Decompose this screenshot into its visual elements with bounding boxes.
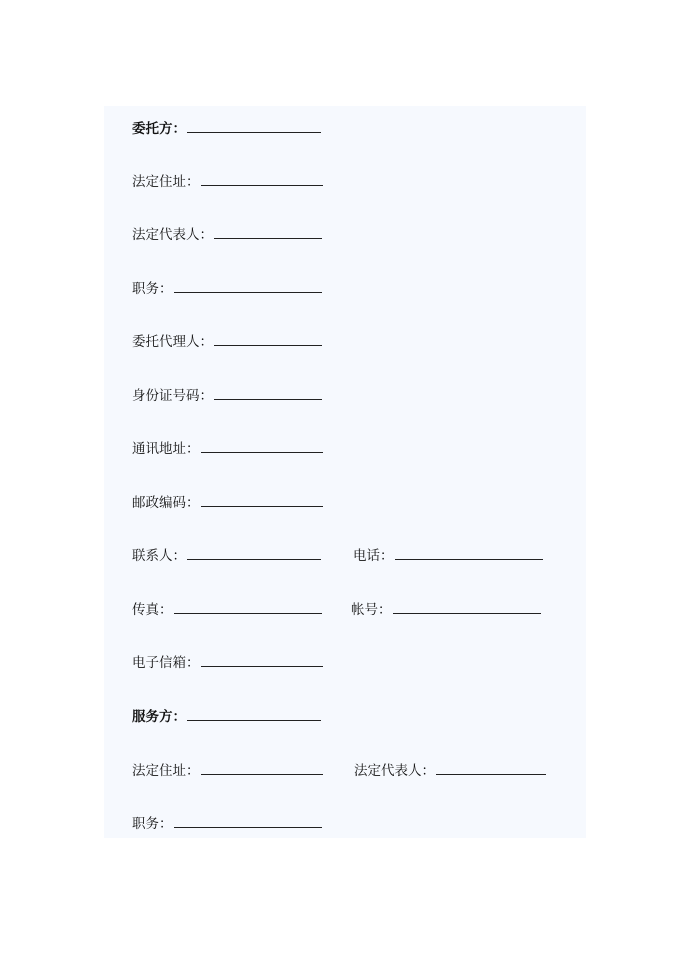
label-client-position: 职务： bbox=[132, 281, 173, 297]
blank-client-postal[interactable] bbox=[201, 492, 323, 507]
field-client-account bbox=[351, 599, 541, 619]
label-client-postal: 邮政编码： bbox=[132, 495, 200, 511]
field-client-fax bbox=[132, 599, 322, 619]
blank-client-id[interactable] bbox=[214, 385, 322, 400]
field-client-address bbox=[132, 171, 323, 191]
blank-provider-position[interactable] bbox=[174, 813, 322, 828]
field-client-email bbox=[132, 652, 323, 672]
label-client-party: 委托方： bbox=[132, 121, 186, 137]
blank-client-contact[interactable] bbox=[187, 545, 321, 560]
blank-provider-representative[interactable] bbox=[436, 760, 546, 775]
label-client-contact: 联系人： bbox=[132, 548, 186, 564]
field-client-mailing bbox=[132, 438, 323, 458]
label-client-address: 法定住址： bbox=[132, 174, 200, 190]
blank-client-representative[interactable] bbox=[214, 224, 322, 239]
field-client-phone bbox=[353, 545, 543, 565]
blank-client-phone[interactable] bbox=[395, 545, 543, 560]
field-client-contact bbox=[132, 545, 321, 565]
label-client-id: 身份证号码： bbox=[132, 388, 213, 404]
blank-client-mailing[interactable] bbox=[201, 438, 323, 453]
label-client-mailing: 通讯地址： bbox=[132, 441, 200, 457]
blank-provider-party[interactable] bbox=[187, 706, 321, 721]
label-provider-representative: 法定代表人： bbox=[354, 763, 435, 779]
field-provider-party bbox=[132, 706, 321, 726]
field-client-party bbox=[132, 118, 321, 138]
label-client-phone: 电话： bbox=[353, 548, 394, 564]
form-row-client-contact bbox=[132, 545, 572, 565]
label-provider-position: 职务： bbox=[132, 816, 173, 832]
field-client-position bbox=[132, 278, 322, 298]
blank-client-account[interactable] bbox=[393, 599, 541, 614]
document-page bbox=[104, 106, 586, 838]
form-row-client-fax bbox=[132, 599, 572, 619]
blank-client-email[interactable] bbox=[201, 652, 323, 667]
field-provider-address bbox=[132, 760, 323, 780]
form-row-provider-address bbox=[132, 760, 572, 780]
field-client-representative bbox=[132, 224, 322, 244]
blank-client-position[interactable] bbox=[174, 278, 322, 293]
field-client-agent bbox=[132, 331, 322, 351]
blank-client-agent[interactable] bbox=[214, 331, 322, 346]
label-client-agent: 委托代理人： bbox=[132, 334, 213, 350]
blank-client-address[interactable] bbox=[201, 171, 323, 186]
field-provider-representative bbox=[354, 760, 546, 780]
field-client-id bbox=[132, 385, 322, 405]
field-client-postal bbox=[132, 492, 323, 512]
label-client-representative: 法定代表人： bbox=[132, 227, 213, 243]
label-client-account: 帐号： bbox=[351, 602, 392, 618]
label-client-fax: 传真： bbox=[132, 602, 173, 618]
label-provider-address: 法定住址： bbox=[132, 763, 200, 779]
blank-provider-address[interactable] bbox=[201, 760, 323, 775]
blank-client-fax[interactable] bbox=[174, 599, 322, 614]
field-provider-position bbox=[132, 813, 322, 833]
label-provider-party: 服务方： bbox=[132, 709, 186, 725]
label-client-email: 电子信箱： bbox=[132, 655, 200, 671]
blank-client-party[interactable] bbox=[187, 118, 321, 133]
